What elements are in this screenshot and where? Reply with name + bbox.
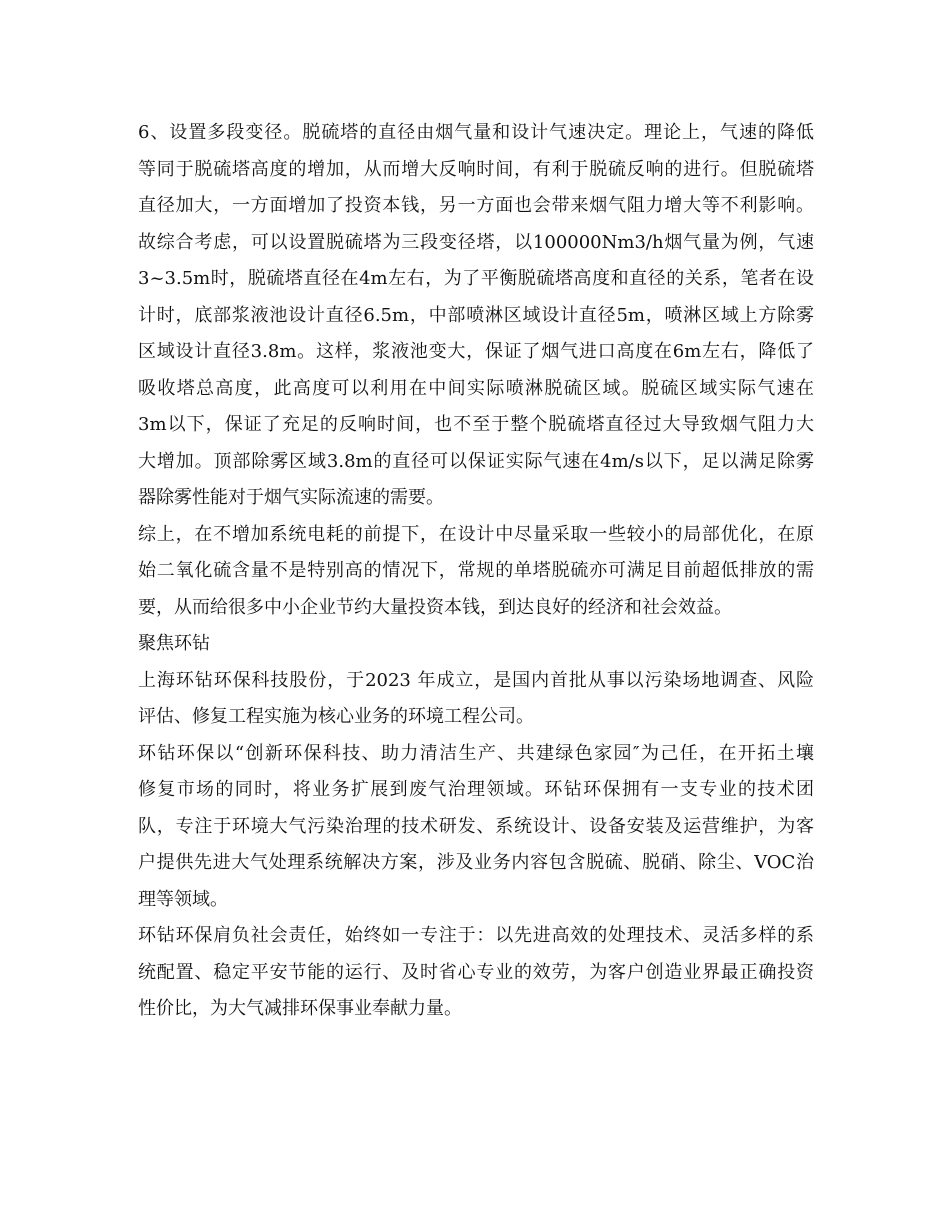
paragraph-variable-diameter (138, 115, 814, 517)
text-line: 上海环钻环保科技股份，于2023 年成立，是国内首批从事以污染场地调查、风险 (138, 669, 814, 691)
text-line: 要，从而给很多中小企业节约大量投资本钱，到达良好的经济和社会效益。 (138, 596, 732, 618)
paragraph-company-mission (138, 736, 814, 919)
text-line: 大增加。顶部除雾区域3.8m的直径可以保证实际气速在4m/s以下，足以满足除雾 (138, 450, 814, 472)
text-line: 环钻环保肩负社会责任，始终如一专注于：以先进高效的处理技术、灵活多样的系 (138, 925, 814, 946)
text-line: 修复市场的同时，将业务扩展到废气治理领域。环钻环保拥有一支专业的技术团 (138, 779, 814, 800)
paragraph-summary (138, 517, 814, 627)
text-line: 吸收塔总高度，此高度可以利用在中间实际喷淋脱硫区域。脱硫区域实际气速在 (138, 377, 814, 399)
text-line: 理等领域。 (138, 888, 228, 910)
text-line: 户提供先进大气处理系统解决方案，涉及业务内容包含脱硫、脱硝、除尘、VOC治 (138, 852, 814, 873)
text-line: 环钻环保以“创新环保科技、助力清洁生产、共建绿色家园″为己任，在开拓土壤 (138, 742, 814, 764)
text-line: 直径加大，一方面增加了投资本钱，另一方面也会带来烟气阻力增大等不利影响。 (138, 195, 814, 216)
document-body (138, 115, 814, 1028)
text-line: 故综合考虑，可以设置脱硫塔为三段变径塔，以100000Nm3/h烟气量为例，气速 (138, 231, 814, 253)
text-line: 6、设置多段变径。脱硫塔的直径由烟气量和设计气速决定。理论上，气速的降低 (138, 122, 814, 143)
text-line: 队，专注于环境大气污染治理的技术研发、系统设计、设备安装及运营维护，为客 (138, 815, 814, 837)
paragraph-social-responsibility (138, 918, 814, 1028)
text-line: 区域设计直径3.8m。这样，浆液池变大，保证了烟气进口高度在6m左右，降低了 (138, 341, 814, 362)
text-line: 等同于脱硫塔高度的增加，从而增大反响时间，有利于脱硫反响的进行。但脱硫塔 (138, 158, 814, 180)
text-line: 统配置、稳定平安节能的运行、及时省心专业的效劳，为客户创造业界最正确投资 (138, 961, 814, 983)
text-line: 3m以下，保证了充足的反响时间，也不至于整个脱硫塔直径过大导致烟气阻力大 (138, 414, 814, 435)
section-heading-focus (138, 626, 814, 663)
text-line: 性价比，为大气减排环保事业奉献力量。 (138, 998, 462, 1019)
section-heading: 聚焦环钻 (138, 633, 210, 654)
text-line: 3~3.5m时，脱硫塔直径在4m左右，为了平衡脱硫塔高度和直径的关系，笔者在设 (138, 268, 814, 289)
text-line: 器除雾性能对于烟气实际流速的需要。 (138, 487, 444, 508)
text-line: 计时，底部浆液池设计直径6.5m，中部喷淋区域设计直径5m，喷淋区域上方除雾 (138, 304, 814, 326)
text-line: 始二氧化硫含量不是特别高的情况下，常规的单塔脱硫亦可满足目前超低排放的需 (138, 560, 814, 581)
text-line: 综上，在不增加系统电耗的前提下，在设计中尽量采取一些较小的局部优化，在原 (138, 523, 814, 545)
paragraph-company-intro (138, 663, 814, 736)
text-line: 评估、修复工程实施为核心业务的环境工程公司。 (138, 706, 534, 727)
